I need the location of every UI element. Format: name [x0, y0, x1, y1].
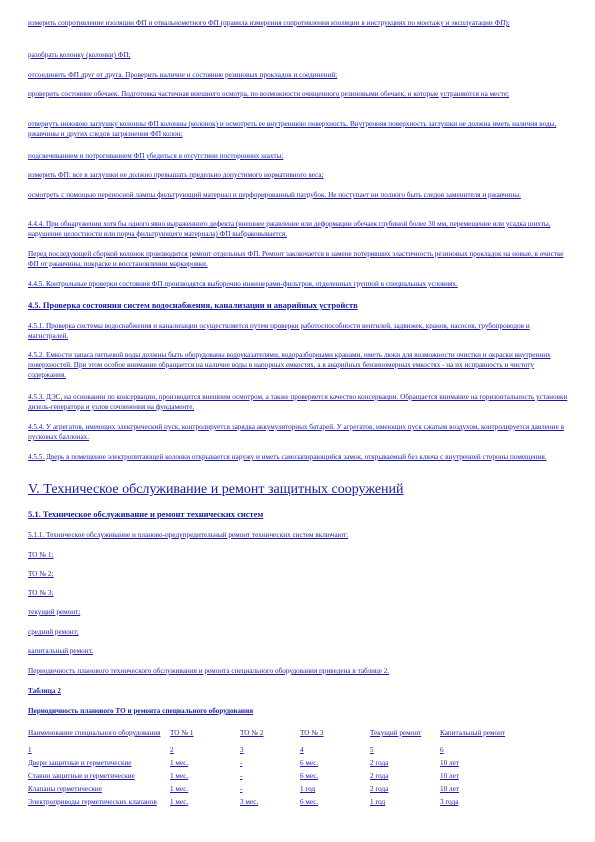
table-row — [28, 772, 540, 785]
paragraph: 4.4.4. При обнаружении хотя бы одного явно выраженного дефекта (внешнее ржавление или деформации обечаек глубиной более 30 мм, перемещение или усадка шихты, нарушение целостности или порча фильтрующего материала) ФП выбраковывается. — [28, 220, 551, 238]
paragraph: измерить ФП: все в заглушки не должно превышать предельно допустимого нормативного веса; — [28, 171, 324, 179]
table-cell: 3 мес. — [240, 798, 259, 806]
table-row — [28, 798, 540, 811]
paragraph: подсвечиванием и потрогиванием ФП убедиться в отсутствии посторонних шахты; — [28, 152, 284, 160]
table-label: Таблица 2 — [28, 687, 61, 695]
list-item: ТО № 1; — [28, 551, 54, 559]
table-cell: 10 лет — [440, 759, 459, 767]
table-cell: 6 мес. — [300, 798, 319, 806]
table-cell: 4 — [300, 746, 304, 754]
paragraph: осмотреть с помощью переносной лампы фильтрующий материал и перфорированный патрубок. Не поступает ни полного быть следов заменителя и ржавчины. — [28, 191, 521, 199]
table-cell: 10 лет — [440, 772, 459, 780]
table-cell: 3 — [240, 746, 244, 754]
table-cell: 2 года — [370, 759, 389, 767]
paragraph: отвернуть нижнюю заглушку колонны ФП колонны (колонок) и осмотреть ее внутреннюю поверхность. Внутренняя поверхность заглушки не должна иметь наличия воды, ржавчины и других следов загрязнения ФП колон; — [28, 120, 557, 138]
table-row — [28, 785, 540, 798]
table-cell: 5 — [370, 746, 374, 754]
paragraph: 4.5.1. Проверка системы водоснабжения и канализации осуществляется путем проверки работоспособности вентилей, задвижек, кранов, насосов, трубопроводов и магистралей. — [28, 322, 530, 340]
table-cell: 1 год — [300, 785, 316, 793]
table-cell: Ставни защитные и герметические — [28, 772, 135, 780]
table-row — [28, 746, 540, 759]
table-cell: - — [240, 759, 243, 767]
table-header-cell: Текущий ремонт — [370, 729, 422, 737]
table-cell: 1 мес. — [170, 759, 189, 767]
table-cell: 6 мес. — [300, 772, 319, 780]
table-cell: Клапаны герметические — [28, 785, 102, 793]
paragraph: 4.5.4. У агрегатов, имеющих электрический пуск, контролируется зарядка аккумуляторных батарей. У агрегатов, имеющих пуск сжатым воздухом, контролируется давление в пусковых баллонах. — [28, 423, 564, 441]
table-cell: - — [240, 772, 243, 780]
paragraph: 4.5.3. ДЭС, на основании по консервации, производится внешним осмотром, а также проверяется качество консервации. Обращается внимание на горизонтальность установки дизель-генератора и узлов сочленения на фундаменте. — [28, 393, 568, 411]
table-cell: 6 — [440, 746, 444, 754]
table-cell: 1 — [28, 746, 32, 754]
list-item: текущий ремонт; — [28, 608, 81, 616]
list-item: ТО № 2; — [28, 570, 54, 578]
table-cell: 3 года — [440, 798, 459, 806]
table-cell: 1 мес. — [170, 772, 189, 780]
table-title: Периодичность планового ТО и ремонта специального оборудования — [28, 707, 254, 715]
paragraph: 4.4.5. Контрольные проверки состояния ФП производятся выборочно инженерами-фильтров, отделенных группой в специальных условиях. — [28, 280, 458, 288]
table-cell: Электроприводы герметических клапанов — [28, 798, 157, 806]
paragraph: проверить состояние обечаек. Подготовка частичная внешнего осмотра, по возможности очищенного резиновыми обечаек, и которые устраняются на месте; — [28, 90, 510, 98]
table-cell: 2 года — [370, 772, 389, 780]
paragraph: измерить сопротивление изоляции ФП и отвальнометного ФП (правила измерения сопротивления изоляции в инструкциях по монтажу и эксплуатации ФП); — [28, 19, 510, 27]
table-cell: 1 мес. — [170, 785, 189, 793]
table-header-cell: ТО № 2 — [240, 729, 264, 737]
paragraph: Перед последующей сборкой колонок производится ремонт отдельных ФП. Ремонт заключается в замене потерявших эластичность резиновых прокладок на новые, в очистке ФП от ржавчины, покраске и восстановлении маркировки. — [28, 250, 564, 268]
table-cell: 1 мес. — [170, 798, 189, 806]
table-header-cell: Капитальный ремонт — [440, 729, 506, 737]
maintenance-table — [28, 729, 540, 811]
paragraph: 4.5.2. Емкости запаса питьевой воды должны быть оборудованы водоуказателями, водоразборными кранами, иметь люки для возможности очистки и окраски внутренних поверхностей. При этом особое внимание обращается на наличие воды в напорных емкостях, а в аварийных бензиномерных емкостях - на их исправность и чистоту содержания. — [28, 351, 551, 379]
paragraph: отсоединить ФП друг от друга. Проверить наличие и состояние резиновых прокладок и соединений; — [28, 71, 338, 79]
paragraph: Периодичность планового технического обслуживания и ремонта специального оборудования приведена в таблице 2. — [28, 667, 390, 675]
paragraph: 5.1.1. Техническое обслуживание и планово-предупредительный ремонт технических систем включают: — [28, 531, 349, 539]
table-cell: 2 года — [370, 785, 389, 793]
list-item: ТО № 3; — [28, 589, 54, 597]
table-cell: 2 — [170, 746, 174, 754]
table-header-cell: ТО № 3 — [300, 729, 324, 737]
list-item: средний ремонт; — [28, 628, 79, 636]
table-cell: Двери защитные и герметические — [28, 759, 132, 767]
table-cell: - — [240, 785, 243, 793]
table-row — [28, 759, 540, 772]
table-cell: 1 год — [370, 798, 386, 806]
chapter-heading: V. Техническое обслуживание и ремонт защитных сооружений — [28, 482, 404, 497]
table-cell: 6 мес. — [300, 759, 319, 767]
table-header-cell: ТО № 1 — [170, 729, 194, 737]
section-heading: 4.5. Проверка состояния систем водоснабжения, канализации и аварийных устройств — [28, 300, 358, 310]
table-header-row — [28, 729, 540, 746]
table-cell: 10 лет — [440, 785, 459, 793]
list-item: капитальный ремонт. — [28, 647, 94, 655]
paragraph: разобрать колонку (колонки) ФП; — [28, 51, 131, 59]
paragraph: 4.5.5. Дверь в помещение электропитающей колонки открывается наружу и иметь самозапирающийся замок, открываемый без ключа с внутренней стороны помещения. — [28, 453, 547, 461]
section-heading: 5.1. Техническое обслуживание и ремонт технических систем — [28, 509, 264, 519]
table-header-cell: Наименование специального оборудования — [28, 729, 161, 737]
